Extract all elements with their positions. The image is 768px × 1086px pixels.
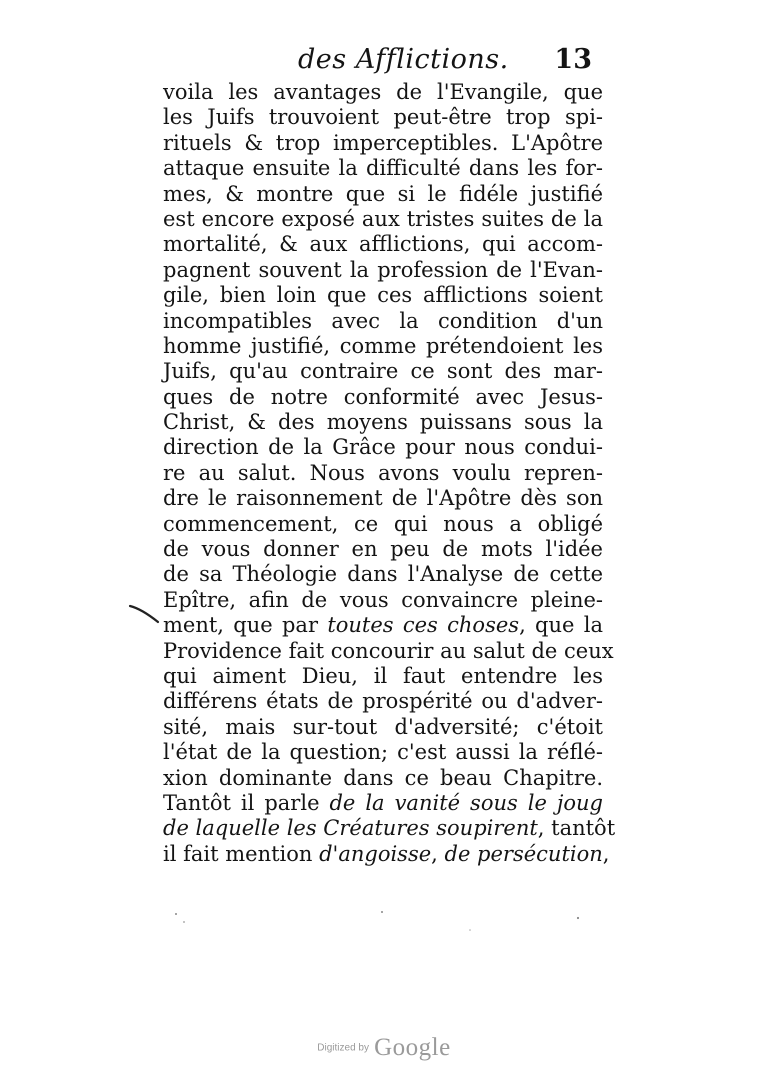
- text-line: [163, 283, 603, 308]
- text-line: [163, 156, 603, 181]
- margin-pen-mark: [128, 600, 162, 626]
- text-run: de sa Théologie dans l'Analyse de cette: [163, 562, 603, 587]
- text-line: [163, 309, 603, 334]
- text-run: , tantôt: [537, 816, 616, 841]
- body-text: [163, 80, 616, 867]
- text-line: [163, 613, 603, 638]
- text-run: de vous donner en peu de mots l'idée: [163, 537, 603, 562]
- text-run: mes, & montre que si le fidéle justifié: [163, 181, 603, 206]
- text-run: l'état de la question; c'est aussi la réflé-: [163, 740, 603, 765]
- text-run: xion dominante dans ce beau Chapitre.: [163, 765, 603, 790]
- text-line: [163, 207, 603, 232]
- text-line: [163, 766, 603, 791]
- text-run: ment, que par: [163, 613, 328, 638]
- text-run: ,: [431, 841, 445, 866]
- text-line: [163, 334, 603, 359]
- text-run: différens états de prospérité ou d'adver-: [163, 689, 603, 714]
- italic-text: de la vanité sous le joug: [329, 790, 603, 815]
- page-number: 13: [554, 44, 592, 75]
- digitized-watermark: [0, 1034, 768, 1062]
- text-line: [163, 740, 603, 765]
- text-run: homme justifié, comme prétendoient les: [163, 333, 603, 358]
- text-line: [163, 385, 603, 410]
- running-head: des Afflictions.: [298, 44, 509, 75]
- text-line: [163, 537, 603, 562]
- italic-text: de persécution: [444, 841, 603, 866]
- text-run: sité, mais sur-tout d'adversité; c'étoit: [163, 714, 603, 739]
- text-line: [163, 258, 603, 283]
- text-run: attaque ensuite la difficulté dans les for-: [163, 156, 603, 181]
- text-line: [163, 791, 603, 816]
- text-line: [163, 588, 603, 613]
- text-run: il fait mention: [163, 841, 320, 866]
- text-run: re au salut. Nous avons voulu repren-: [163, 460, 603, 485]
- italic-text: toutes ces choses: [327, 613, 520, 638]
- text-run: ,: [602, 841, 610, 866]
- text-line: [163, 562, 603, 587]
- text-line: [163, 182, 603, 207]
- text-line: [163, 461, 603, 486]
- text-line: [163, 359, 603, 384]
- text-run: pagnent souvent la profession de l'Evan-: [163, 257, 603, 282]
- text-line: [163, 689, 603, 714]
- text-run: est encore exposé aux tristes suites de la: [163, 206, 603, 231]
- text-run: gile, bien loin que ces afflictions soient: [163, 283, 603, 308]
- text-run: direction de la Grâce pour nous condui-: [163, 435, 603, 460]
- italic-text: de laquelle les Créatures soupirent: [163, 816, 538, 841]
- text-run: Tantôt il parle: [163, 790, 330, 815]
- text-run: Epître, afin de vous convaincre pleine-: [163, 587, 603, 612]
- text-run: incompatibles avec la condition d'un: [163, 308, 603, 333]
- text-run: , que la: [519, 613, 603, 638]
- page-header: [298, 44, 600, 80]
- text-line: [163, 80, 603, 105]
- text-line: [163, 435, 603, 460]
- text-line: [163, 232, 603, 257]
- text-line: [163, 410, 603, 435]
- text-line: [163, 131, 603, 156]
- text-line: [163, 816, 616, 841]
- text-run: Juifs, qu'au contraire ce sont des mar-: [163, 359, 603, 384]
- paper-specks: [170, 900, 600, 940]
- text-run: commencement, ce qui nous a obligé: [163, 511, 603, 536]
- text-run: ques de notre conformité avec Jesus-: [163, 384, 603, 409]
- text-run: voila les avantages de l'Evangile, que: [163, 80, 603, 104]
- text-run: mortalité, & aux afflictions, qui accom-: [163, 232, 603, 257]
- text-run: qui aiment Dieu, il faut entendre les: [163, 663, 603, 688]
- text-run: dre le raisonnement de l'Apôtre dès son: [163, 486, 603, 511]
- google-logo: Google: [374, 1034, 451, 1061]
- text-run: les Juifs trouvoient peut-être trop spi-: [163, 105, 603, 130]
- text-run: Christ, & des moyens puissans sous la: [163, 410, 603, 435]
- italic-text: d'angoisse: [319, 841, 432, 866]
- text-line: [163, 664, 603, 689]
- text-line: [163, 105, 603, 130]
- text-line: [163, 841, 610, 867]
- text-line: [163, 715, 603, 740]
- text-run: Providence fait concourir au salut de ceux: [163, 638, 614, 663]
- text-line: [163, 638, 614, 664]
- text-run: rituels & trop imperceptibles. L'Apôtre: [163, 130, 603, 155]
- text-line: [163, 512, 603, 537]
- watermark-prefix: Digitized by: [317, 1042, 369, 1054]
- text-line: [163, 486, 603, 511]
